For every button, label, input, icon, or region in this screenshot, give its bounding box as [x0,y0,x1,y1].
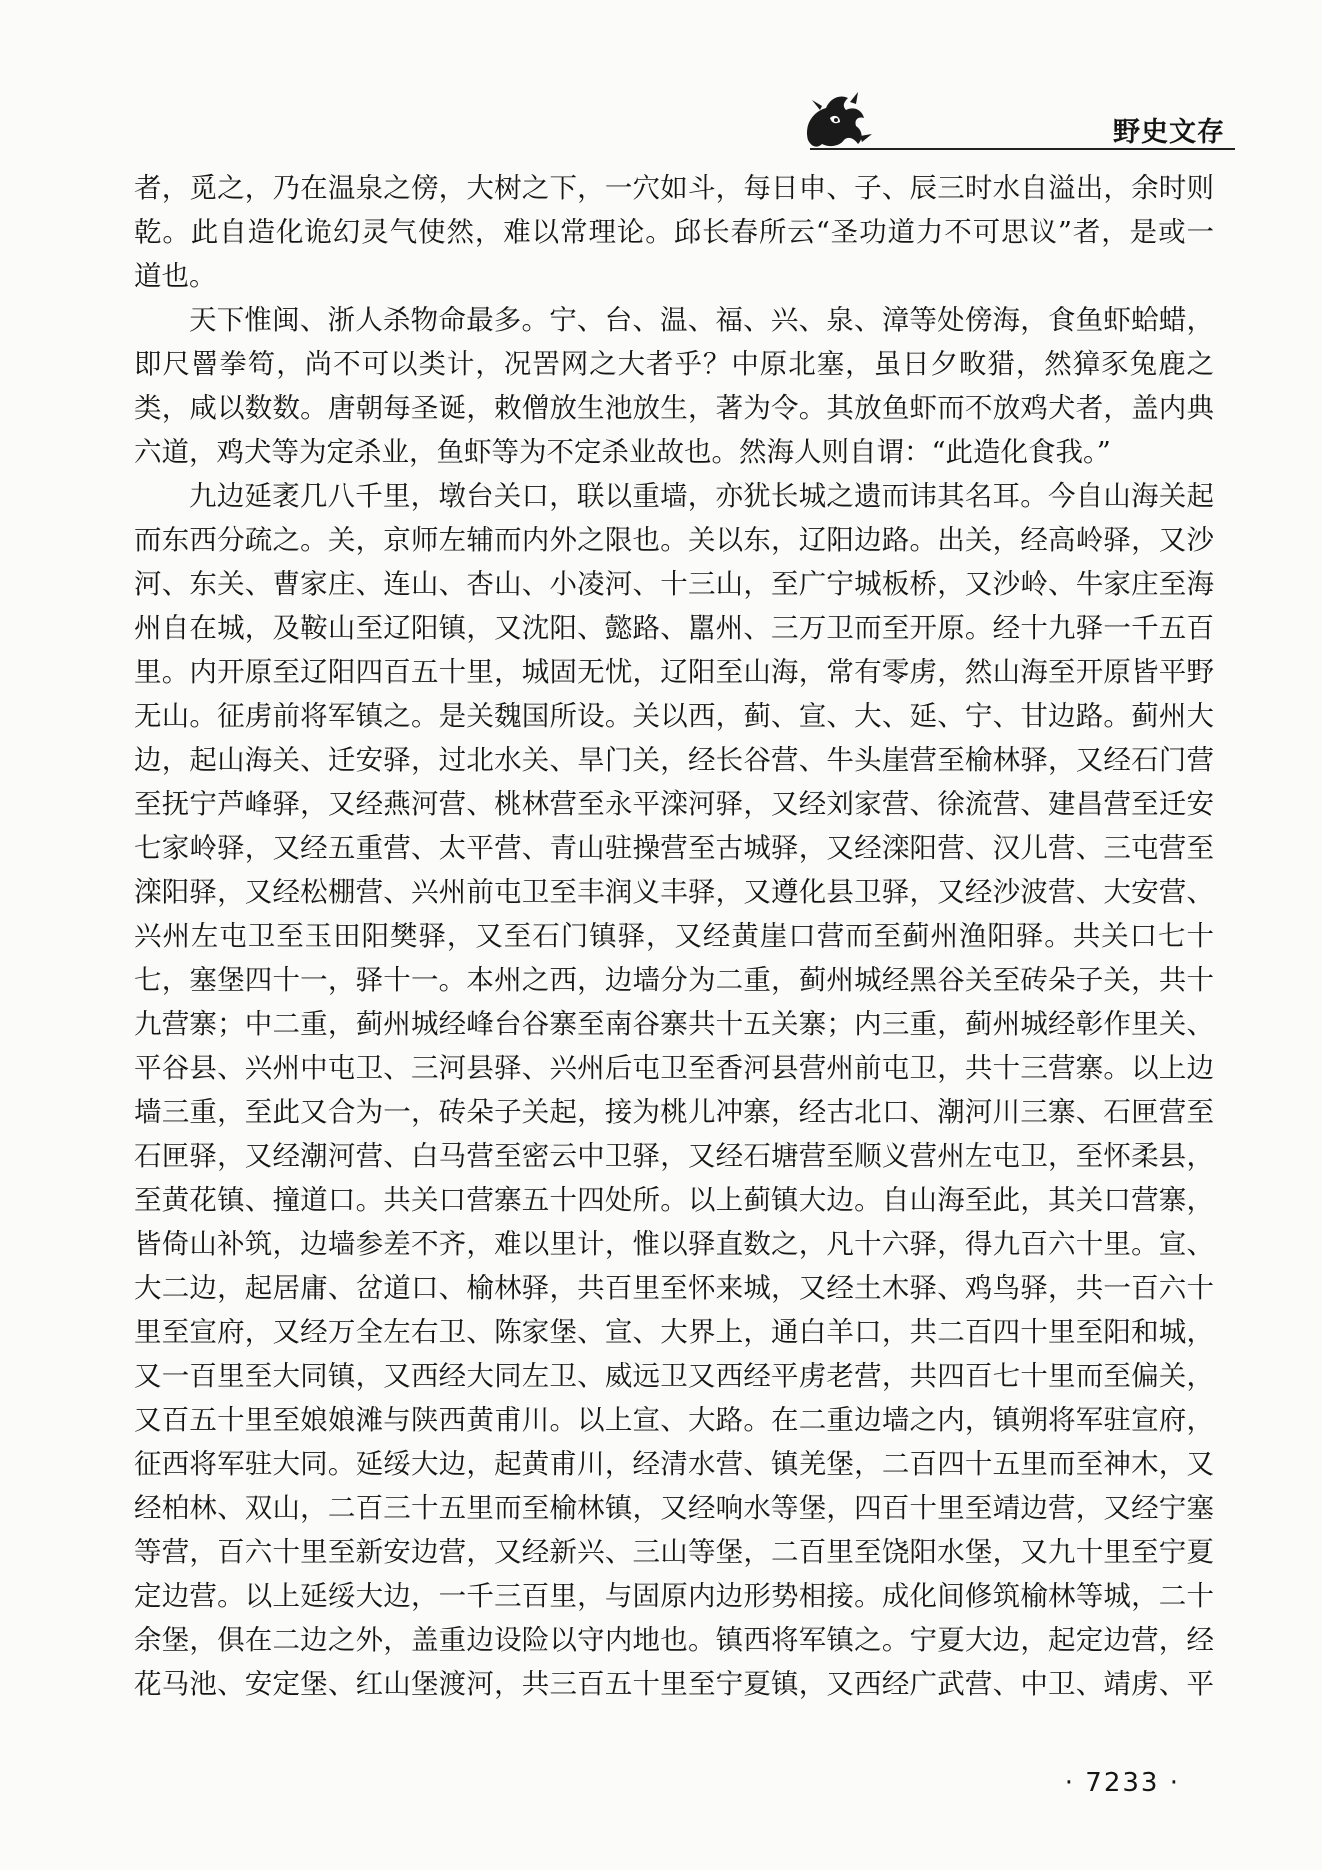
series-title: 野史文存 [1113,117,1225,148]
text-line: 至黄花镇、撞道口。共关口营寨五十四处所。以上蓟镇大边。自山海至此，其关口营寨， [134,1184,1214,1216]
text-line: 者，觅之，乃在温泉之傍，大树之下，一穴如斗，每日申、子、辰三时水自溢出，余时则 [134,172,1214,204]
text-line: 河、东关、曹家庄、连山、杏山、小凌河、十三山，至广宁城板桥，又沙岭、牛家庄至海 [134,568,1214,600]
text-line: 天下惟闽、浙人杀物命最多。宁、台、温、福、兴、泉、漳等处傍海，食鱼虾蛤蜡， [189,304,1214,336]
text-line: 七，塞堡四十一，驿十一。本州之西，边墙分为二重，蓟州城经黑谷关至砖朵子关，共十 [134,964,1214,996]
text-line: 即尺罾拳笱，尚不可以类计，况罟网之大者乎？中原北塞，虽日夕畋猎，然獐豕兔鹿之 [134,348,1214,380]
text-line: 里。内开原至辽阳四百五十里，城固无忧，辽阳至山海，常有零虏，然山海至开原皆平野 [134,656,1214,688]
text-line: 又一百里至大同镇，又西经大同左卫、威远卫又西经平虏老营，共四百七十里而至偏关， [134,1360,1214,1392]
body-text [134,166,1214,1706]
text-line: 等营，百六十里至新安边营，又经新兴、三山等堡，二百里至饶阳水堡，又九十里至宁夏 [134,1536,1214,1568]
text-line: 定边营。以上延绥大边，一千三百里，与固原内边形势相接。成化间修筑榆林等城，二十 [134,1580,1214,1612]
text-line: 又百五十里至娘娘滩与陕西黄甫川。以上宣、大路。在二重边墙之内，镇朔将军驻宣府， [134,1404,1214,1436]
text-line: 至抚宁芦峰驿，又经燕河营、桃林营至永平滦河驿，又经刘家营、徐流营、建昌营至迁安 [134,788,1214,820]
text-line: 滦阳驿，又经松棚营、兴州前屯卫至丰润义丰驿，又遵化县卫驿，又经沙波营、大安营、 [134,876,1214,908]
text-line: 大二边，起居庸、岔道口、榆林驿，共百里至怀来城，又经土木驿、鸡鸟驿，共一百六十 [134,1272,1214,1304]
text-line: 皆倚山补筑，边墙参差不齐，难以里计，惟以驿直数之，凡十六驿，得九百六十里。宣、 [134,1228,1214,1260]
text-line: 州自在城，及鞍山至辽阳镇，又沈阳、懿路、嚚州、三万卫而至开原。经十九驿一千五百 [134,612,1214,644]
text-line: 经柏林、双山，二百三十五里而至榆林镇，又经响水等堡，四百十里至靖边营，又经宁塞 [134,1492,1214,1524]
text-line: 类，咸以数数。唐朝每圣诞，敕僧放生池放生，著为令。其放鱼虾而不放鸡犬者，盖内典 [134,392,1214,424]
text-line: 乾。此自造化诡幻灵气使然，难以常理论。邱长春所云“圣功道力不可思议”者，是或一 [134,216,1214,248]
text-line: 墙三重，至此又合为一，砖朵子关起，接为桃儿冲寨，经古北口、潮河川三寨、石匣营至 [134,1096,1214,1128]
text-line: 九营寨；中二重，蓟州城经峰台谷寨至南谷寨共十五关寨；内三重，蓟州城经彰作里关、 [134,1008,1214,1040]
text-line: 九边延袤几八千里，墩台关口，联以重墙，亦犹长城之遗而讳其名耳。今自山海关起 [189,480,1214,512]
text-line: 边，起山海关、迁安驿，过北水关、旱门关，经长谷营、牛头崖营至榆林驿，又经石门营 [134,744,1214,776]
text-line: 花马池、安定堡、红山堡渡河，共三百五十里至宁夏镇，又西经广武营、中卫、靖虏、平 [134,1668,1214,1700]
running-header [800,88,1235,158]
text-line: 余堡，俱在二边之外，盖重边设险以守内地也。镇西将军镇之。宁夏大边，起定边营，经 [134,1624,1214,1656]
page-number: · 7233 · [1064,1768,1180,1798]
dragon-emblem-icon [800,88,876,154]
text-line: 石匣驿，又经潮河营、白马营至密云中卫驿，又经石塘营至顺义营州左屯卫，至怀柔县， [134,1140,1214,1172]
text-line: 征西将军驻大同。延绥大边，起黄甫川，经清水营、镇羌堡，二百四十五里而至神木，又 [134,1448,1214,1480]
text-line: 兴州左屯卫至玉田阳樊驿，又至石门镇驿，又经黄崖口营而至蓟州渔阳驿。共关口七十 [134,920,1214,952]
text-line: 六道，鸡犬等为定杀业，鱼虾等为不定杀业故也。然海人则自谓：“此造化食我。” [134,436,1111,468]
text-line: 道也。 [134,260,217,292]
text-line: 七家岭驿，又经五重营、太平营、青山驻操营至古城驿，又经滦阳营、汉儿营、三屯营至 [134,832,1214,864]
text-line: 平谷县、兴州中屯卫、三河县驿、兴州后屯卫至香河县营州前屯卫，共十三营寨。以上边 [134,1052,1214,1084]
header-rule [810,148,1235,150]
text-line: 里至宣府，又经万全左右卫、陈家堡、宣、大界上，通白羊口，共二百四十里至阳和城， [134,1316,1214,1348]
text-line: 无山。征虏前将军镇之。是关魏国所设。关以西，蓟、宣、大、延、宁、甘边路。蓟州大 [134,700,1214,732]
text-line: 而东西分疏之。关，京师左辅而内外之限也。关以东，辽阳边路。出关，经高岭驿，又沙 [134,524,1214,556]
